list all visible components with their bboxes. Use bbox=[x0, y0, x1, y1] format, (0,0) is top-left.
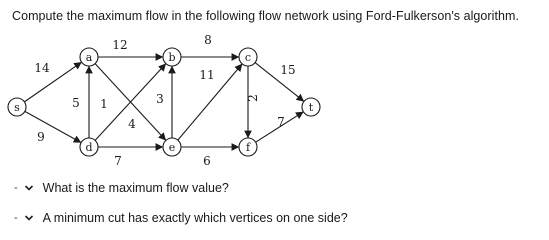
chevron-down-icon bbox=[24, 213, 34, 223]
node-label: f bbox=[245, 140, 251, 154]
capacity-label-d-b: 4 bbox=[128, 117, 136, 131]
question-min-cut bbox=[12, 209, 348, 227]
node-label: d bbox=[85, 140, 93, 154]
capacity-label-f-t: 7 bbox=[277, 115, 285, 129]
chevron-down-icon bbox=[24, 183, 34, 193]
edge-c-t bbox=[255, 63, 304, 101]
node-b bbox=[163, 48, 181, 66]
question-text: What is the maximum flow value? bbox=[42, 181, 229, 195]
node-label: e bbox=[168, 140, 176, 154]
capacity-label-s-a: 14 bbox=[34, 61, 50, 75]
node-e bbox=[163, 138, 181, 156]
capacity-label-b-c: 8 bbox=[204, 33, 212, 47]
node-a bbox=[80, 48, 98, 66]
dropdown-selected-value: - bbox=[14, 212, 18, 224]
edge-s-d bbox=[25, 111, 81, 142]
node-t bbox=[302, 98, 320, 116]
dropdown-selected-value: - bbox=[14, 182, 18, 194]
question-prompt: Compute the maximum flow in the following flow network using Ford-Fulkerson's algorithm. bbox=[12, 9, 519, 23]
node-label: t bbox=[308, 100, 314, 114]
node-f bbox=[239, 138, 257, 156]
node-label: c bbox=[244, 50, 252, 64]
capacity-label-e-f: 6 bbox=[203, 154, 211, 168]
answer-dropdown-min-cut[interactable] bbox=[12, 209, 37, 227]
node-d bbox=[80, 138, 98, 156]
capacity-label-e-b: 3 bbox=[156, 92, 164, 106]
node-label: a bbox=[85, 50, 93, 64]
capacity-label-a-e: 1 bbox=[100, 97, 108, 111]
capacity-label-a-b: 12 bbox=[112, 38, 128, 52]
capacity-label-c-t: 15 bbox=[280, 63, 296, 77]
capacity-label-d-a: 5 bbox=[72, 96, 80, 110]
node-label: b bbox=[168, 50, 176, 64]
question-max-flow bbox=[12, 179, 229, 197]
node-label: s bbox=[14, 100, 20, 114]
question-text: A minimum cut has exactly which vertices on one side? bbox=[42, 211, 348, 225]
capacity-label-e-c: 11 bbox=[199, 68, 215, 82]
node-s bbox=[8, 98, 26, 116]
node-c bbox=[239, 48, 257, 66]
capacity-label-s-d: 9 bbox=[37, 130, 45, 144]
answer-dropdown-max-flow[interactable] bbox=[12, 179, 37, 197]
capacity-label-d-e: 7 bbox=[114, 154, 122, 168]
capacity-label-c-f: 2 bbox=[246, 94, 260, 102]
